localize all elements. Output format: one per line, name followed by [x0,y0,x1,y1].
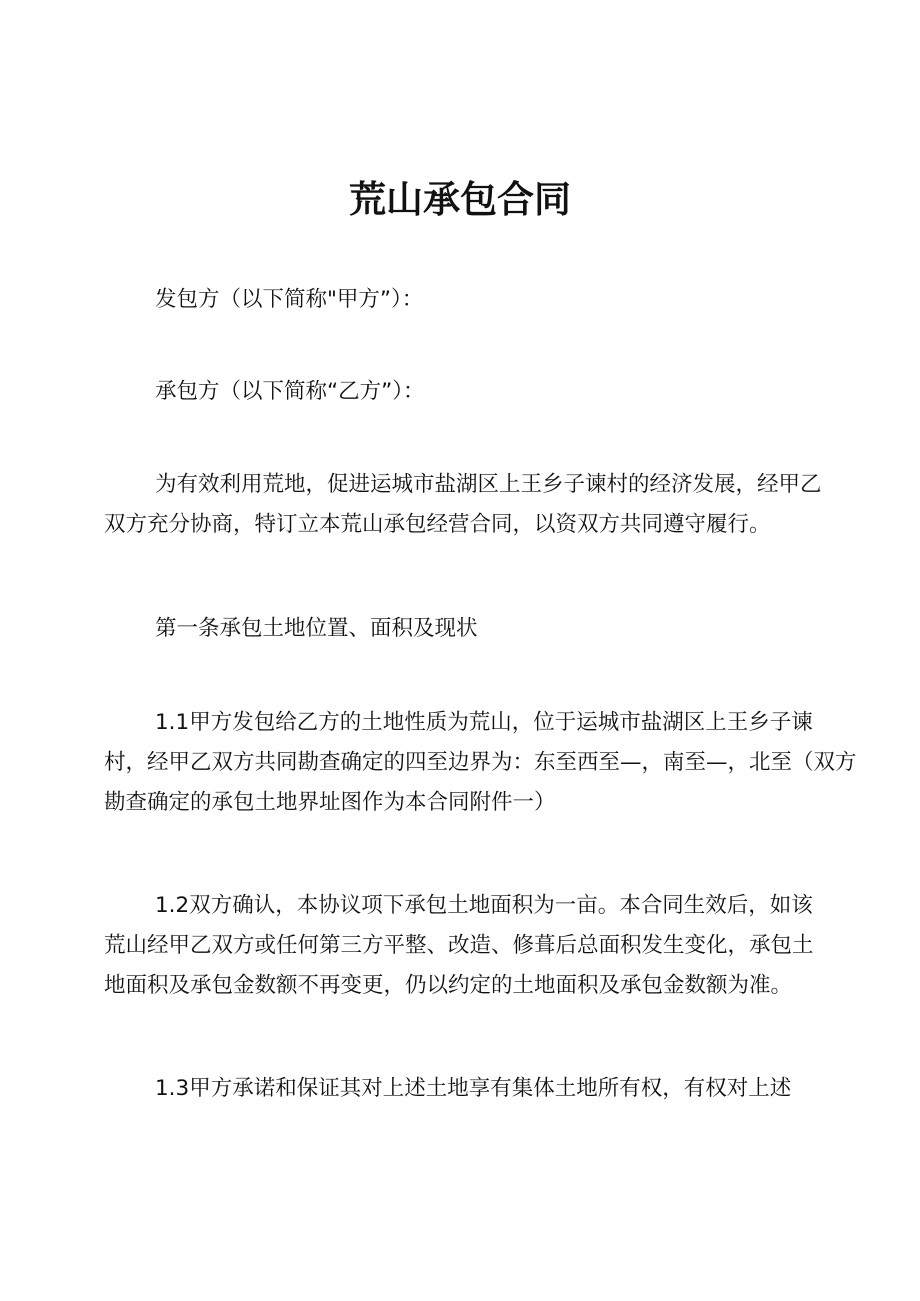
party-b-line [104,372,816,412]
article-1-heading [104,609,816,649]
clause-1-2-line-1: 1.2双方确认，本协议项下承包土地面积为一亩。本合同生效后，如该 [155,893,813,918]
purpose-paragraph [104,465,822,545]
clause-1-2 [104,886,816,1006]
purpose-line-2: 双方充分协商，特订立本荒山承包经营合同，以资双方共同遵守履行。 [104,512,771,537]
clause-1-2-line-2: 荒山经甲乙双方或任何第三方平整、改造、修葺后总面积发生变化，承包土 [104,933,814,958]
purpose-line-1: 为有效利用荒地，促进运城市盐湖区上王乡子谏村的经济发展，经甲乙 [155,472,822,497]
party-a-line [104,280,816,320]
clause-1-3 [104,1069,816,1109]
party-b-text: 承包方（以下简称“乙方”）： [155,379,425,404]
article-1-heading-text: 第一条承包土地位置、面积及现状 [155,616,478,641]
party-a-text: 发包方（以下简称"甲方”）： [155,287,424,312]
document-title: 荒山承包合同 [349,178,571,221]
clause-1-3-line-1: 1.3甲方承诺和保证其对上述土地享有集体土地所有权，有权对上述 [155,1076,792,1101]
clause-1-1-line-1: 1.1甲方发包给乙方的土地性质为荒山，位于运城市盐湖区上王乡子谏 [155,710,813,735]
clause-1-1-line-2: 村，经甲乙双方共同勘查确定的四至边界为：东至西至—，南至—，北至（双方 [104,750,857,775]
clause-1-1 [104,703,857,823]
clause-1-1-line-3: 勘查确定的承包土地界址图作为本合同附件一） [104,790,556,815]
clause-1-2-line-3: 地面积及承包金数额不再变更，仍以约定的土地面积及承包金数额为准。 [104,973,793,998]
